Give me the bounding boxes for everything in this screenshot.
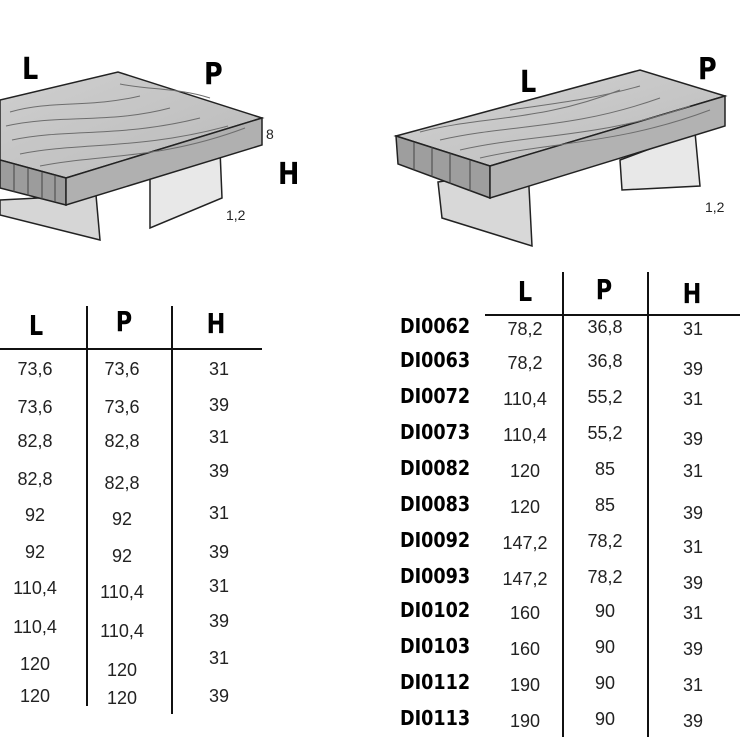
cell-height: 31 (208, 576, 230, 596)
cell-product-code: DI0062 (400, 314, 471, 338)
cell-depth: 73,6 (104, 397, 140, 417)
cell-height: 39 (208, 611, 230, 631)
cell-height: 31 (682, 537, 704, 557)
cell-height: 31 (682, 389, 704, 409)
right-length-label: L (520, 65, 537, 100)
cell-length: 73,6 (17, 397, 53, 417)
right-header-rule (485, 314, 740, 316)
cell-height: 31 (208, 359, 230, 379)
cell-depth: 82,8 (104, 473, 140, 493)
cell-length: 190 (509, 675, 541, 695)
cell-length: 110,4 (13, 578, 57, 598)
cell-product-code: DI0102 (400, 598, 471, 622)
cell-height: 31 (208, 503, 230, 523)
cell-height: 39 (682, 573, 704, 593)
cell-depth: 110,4 (100, 621, 144, 641)
cell-height: 31 (682, 603, 704, 623)
cell-height: 39 (208, 542, 230, 562)
cell-height: 39 (682, 639, 704, 659)
right-col-header-l: L (517, 275, 533, 308)
cell-product-code: DI0072 (400, 384, 471, 408)
cell-depth: 110,4 (100, 582, 144, 602)
cell-length: 120 (509, 461, 541, 481)
cell-length: 147,2 (502, 533, 548, 553)
cell-depth: 90 (594, 637, 616, 657)
cell-depth: 73,6 (104, 359, 140, 379)
cell-product-code: DI0112 (400, 670, 471, 694)
cell-length: 110,4 (13, 617, 57, 637)
cell-depth: 92 (111, 546, 133, 566)
cell-length: 120 (19, 686, 51, 706)
right-base-thickness-label: 1,2 (705, 199, 725, 215)
cell-depth: 36,8 (587, 351, 623, 371)
left-col-header-l: L (28, 309, 44, 342)
cell-depth: 120 (106, 688, 138, 708)
cell-depth: 90 (594, 709, 616, 729)
cell-height: 39 (682, 711, 704, 731)
cell-length: 82,8 (17, 469, 53, 489)
cell-length: 92 (24, 542, 46, 562)
cell-product-code: DI0082 (400, 456, 471, 480)
cell-height: 39 (682, 503, 704, 523)
cell-length: 110,4 (503, 425, 547, 445)
cell-depth: 36,8 (587, 317, 623, 337)
left-col-divider-2 (171, 306, 173, 714)
cell-depth: 90 (594, 601, 616, 621)
cell-depth: 78,2 (587, 531, 623, 551)
cell-height: 39 (208, 461, 230, 481)
cell-length: 160 (509, 603, 541, 623)
left-col-header-h: H (206, 307, 226, 340)
cell-product-code: DI0083 (400, 492, 471, 516)
right-col-header-h: H (682, 277, 702, 310)
cell-height: 31 (208, 648, 230, 668)
left-base-thickness-label: 1,2 (226, 207, 246, 223)
cell-product-code: DI0113 (400, 706, 471, 730)
left-glass-leg-front (0, 195, 100, 240)
cell-length: 160 (509, 639, 541, 659)
cell-product-code: DI0092 (400, 528, 471, 552)
left-col-header-p: P (115, 305, 133, 338)
right-col-divider-1 (562, 272, 564, 737)
cell-length: 78,2 (507, 319, 543, 339)
cell-length: 78,2 (507, 353, 543, 373)
left-table-drawing (0, 0, 330, 250)
cell-length: 92 (24, 505, 46, 525)
cell-product-code: DI0073 (400, 420, 471, 444)
cell-height: 31 (682, 319, 704, 339)
cell-height: 39 (682, 429, 704, 449)
cell-depth: 120 (106, 660, 138, 680)
cell-height: 31 (682, 461, 704, 481)
left-top-thickness-label: 8 (266, 126, 274, 142)
cell-height: 39 (208, 686, 230, 706)
cell-length: 120 (19, 654, 51, 674)
cell-length: 110,4 (503, 389, 547, 409)
cell-depth: 90 (594, 673, 616, 693)
cell-depth: 85 (594, 495, 616, 515)
cell-length: 147,2 (502, 569, 548, 589)
right-depth-label: P (698, 52, 717, 87)
left-length-label: L (22, 52, 39, 87)
right-col-divider-2 (647, 272, 649, 737)
cell-length: 190 (509, 711, 541, 731)
cell-product-code: DI0093 (400, 564, 471, 588)
cell-depth: 85 (594, 459, 616, 479)
left-header-rule (0, 348, 262, 350)
right-col-header-p: P (595, 273, 613, 306)
cell-height: 39 (682, 359, 704, 379)
cell-product-code: DI0103 (400, 634, 471, 658)
cell-height: 31 (208, 427, 230, 447)
cell-length: 82,8 (17, 431, 53, 451)
cell-depth: 55,2 (587, 423, 623, 443)
right-table-drawing (390, 50, 740, 260)
cell-depth: 92 (111, 509, 133, 529)
cell-length: 73,6 (17, 359, 53, 379)
left-height-label: H (278, 157, 300, 192)
cell-product-code: DI0063 (400, 348, 471, 372)
cell-depth: 55,2 (587, 387, 623, 407)
left-depth-label: P (204, 57, 223, 92)
cell-height: 31 (682, 675, 704, 695)
cell-length: 120 (509, 497, 541, 517)
cell-height: 39 (208, 395, 230, 415)
cell-depth: 78,2 (587, 567, 623, 587)
cell-depth: 82,8 (104, 431, 140, 451)
